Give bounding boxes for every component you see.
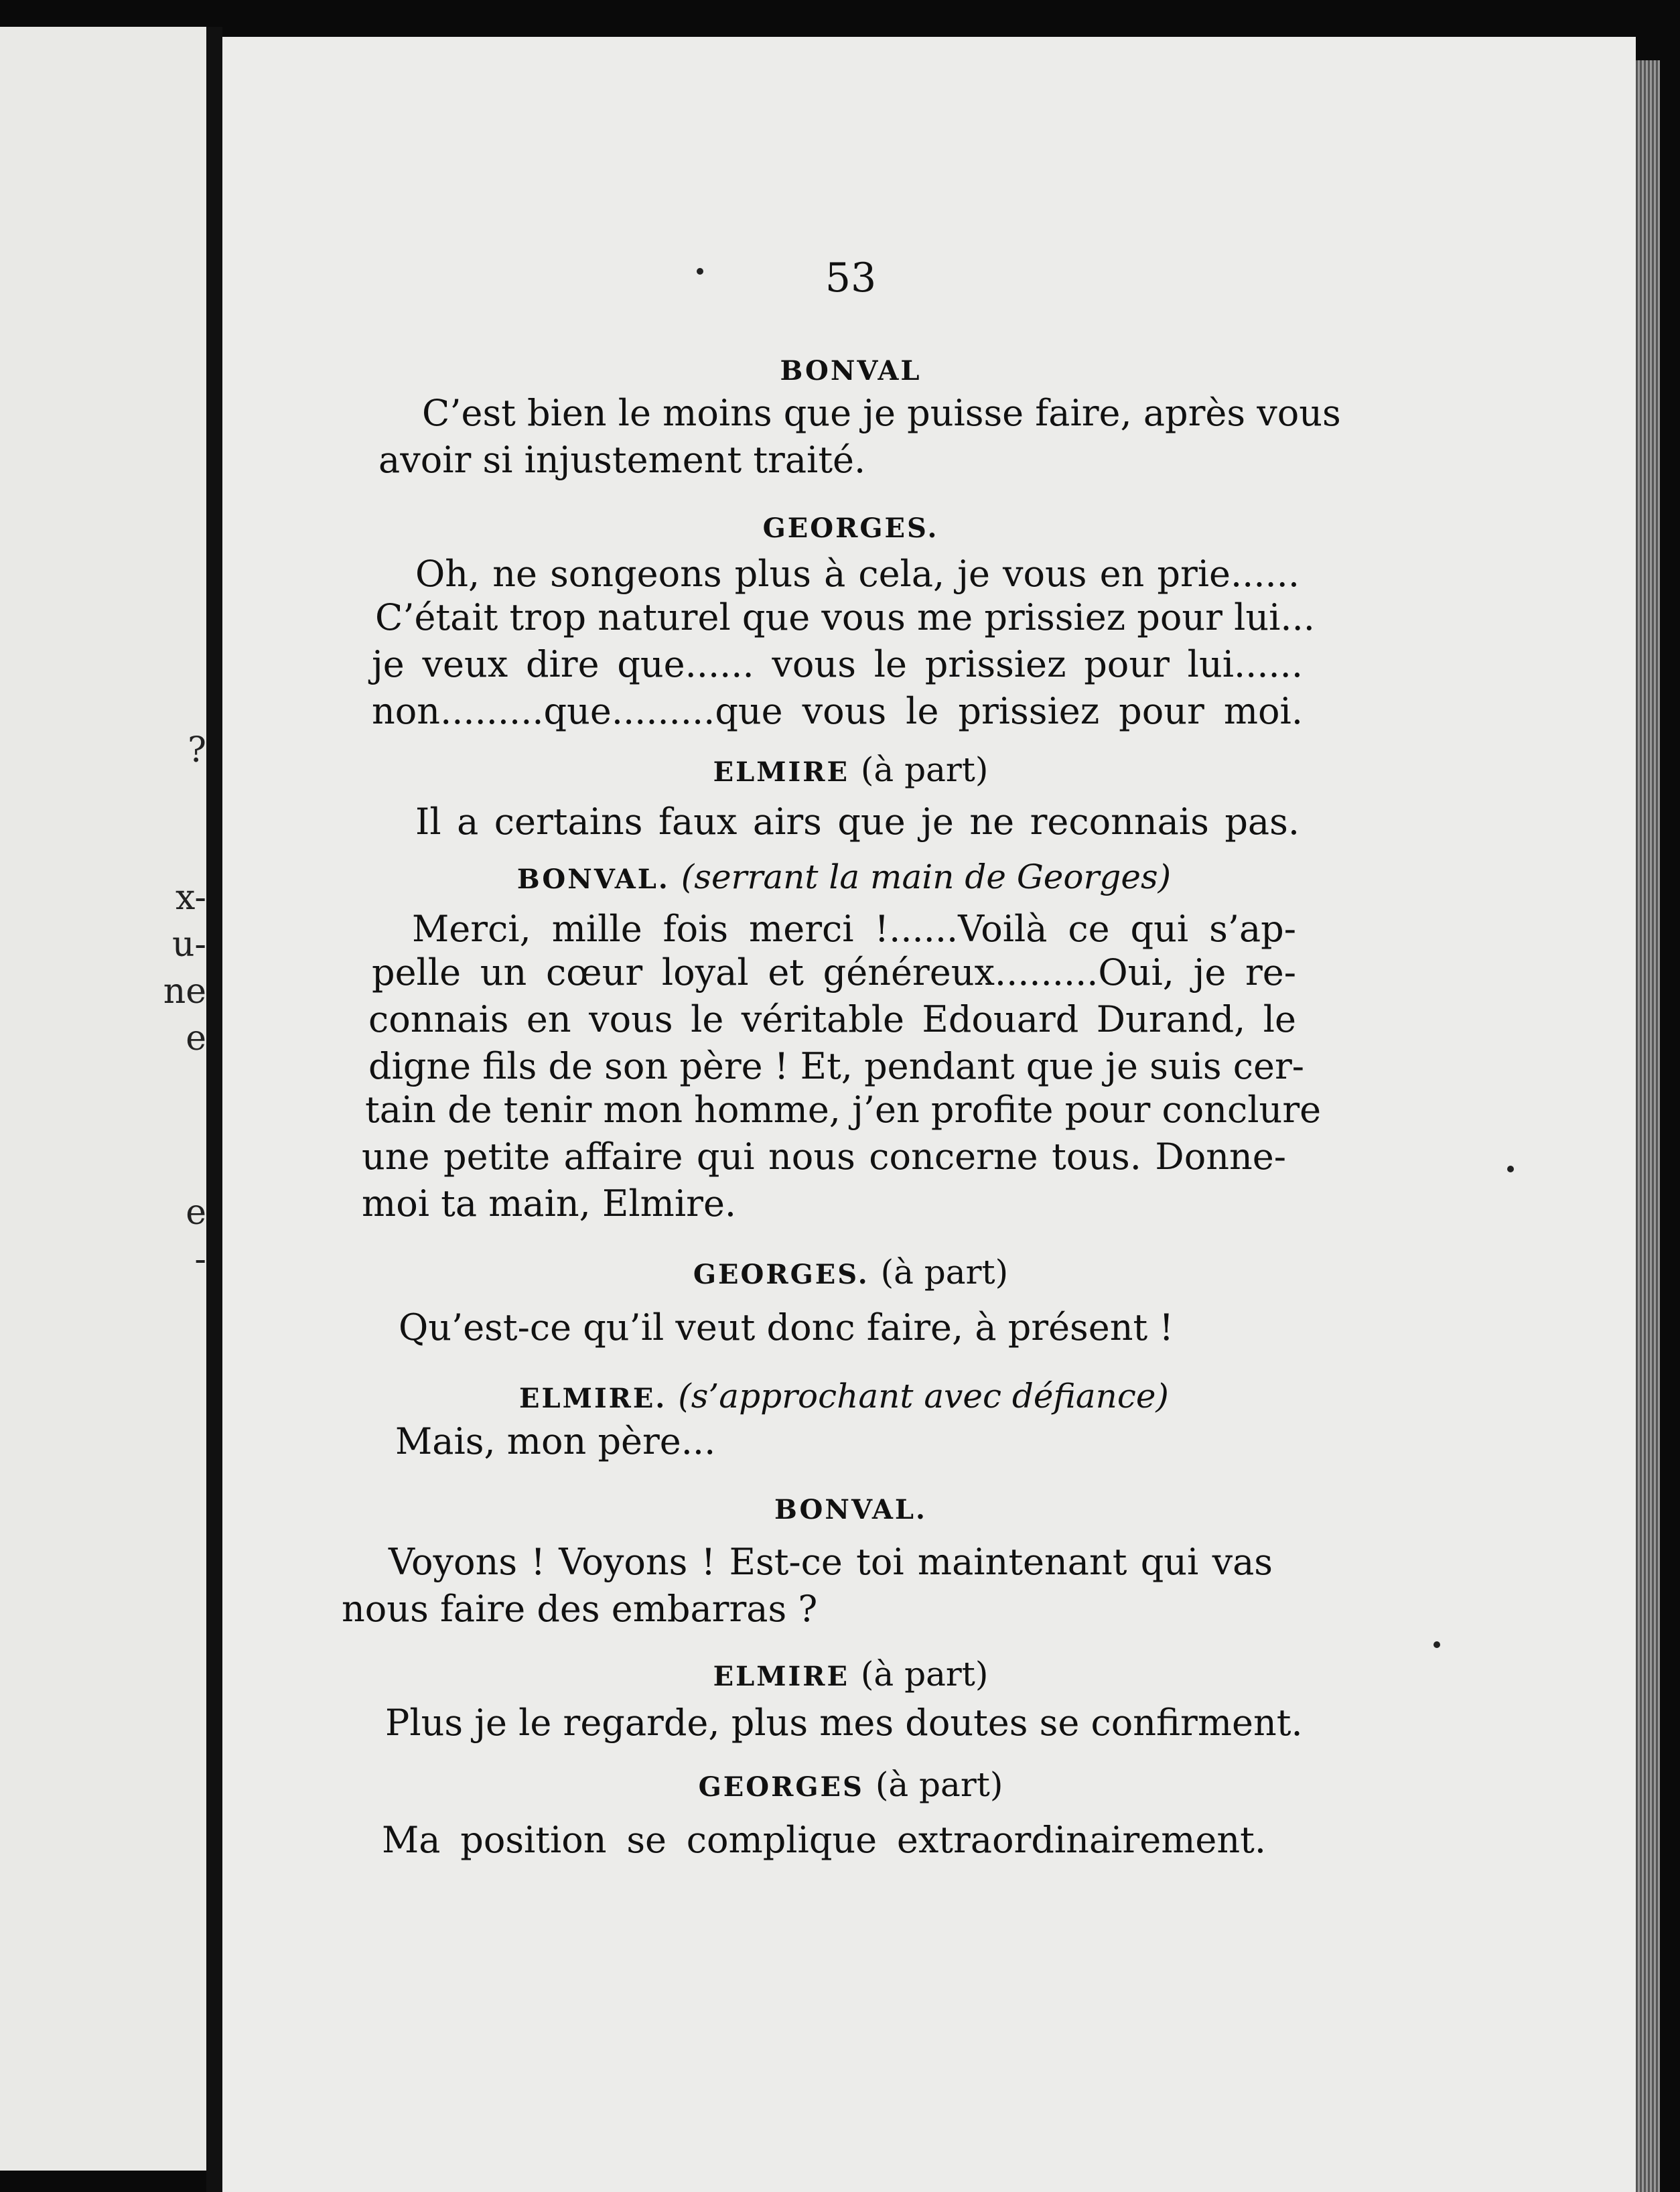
speaker-name bbox=[348, 750, 1353, 789]
speaker-name bbox=[348, 355, 1353, 387]
book-spine bbox=[206, 27, 222, 2192]
stage-direction: (serrant la main de Georges) bbox=[681, 858, 1172, 896]
margin-fragment: e bbox=[186, 1192, 206, 1233]
speaker-name bbox=[348, 1655, 1353, 1694]
dialogue-line: une petite affaire qui nous concerne tous. Donne- bbox=[362, 1136, 1286, 1178]
dialogue-line: Il a certains faux airs que je ne reconnais pas. bbox=[415, 801, 1300, 843]
previous-page bbox=[0, 27, 206, 2171]
dialogue-line: C’était trop naturel que vous me prissiez pour lui... bbox=[375, 596, 1315, 638]
ink-speck bbox=[1507, 1166, 1514, 1172]
dialogue-line: connais en vous le véritable Edouard Durand, le bbox=[368, 998, 1296, 1040]
margin-fragment: u- bbox=[171, 924, 206, 965]
dialogue-line: digne fils de son père ! Et, pendant que je suis cer- bbox=[368, 1045, 1305, 1087]
speaker-label: BONVAL. bbox=[774, 1494, 927, 1525]
dialogue-line: avoir si injustement traité. bbox=[378, 439, 866, 481]
stage-direction: (à part) bbox=[880, 1253, 1009, 1292]
dialogue-line: non.........que.........que vous le prissiez pour moi. bbox=[372, 690, 1303, 732]
stage-direction: (à part) bbox=[860, 750, 989, 789]
dialogue-line: Qu’est-ce qu’il veut donc faire, à présent ! bbox=[399, 1306, 1174, 1349]
dialogue-line: pelle un cœur loyal et généreux.........Oui, je re- bbox=[372, 951, 1296, 994]
speaker-label: ELMIRE bbox=[713, 1661, 849, 1692]
stage-direction: (à part) bbox=[875, 1765, 1003, 1804]
stage-direction: (à part) bbox=[860, 1655, 989, 1694]
dialogue-line: tain de tenir mon homme, j’en profite pour conclure bbox=[365, 1089, 1322, 1131]
speaker-label: GEORGES. bbox=[762, 512, 939, 544]
margin-fragment: ? bbox=[188, 730, 206, 770]
speaker-name bbox=[375, 1377, 1313, 1416]
margin-fragment: ne bbox=[163, 971, 206, 1012]
margin-fragment: - bbox=[194, 1239, 206, 1280]
dialogue-line: je veux dire que...... vous le prissiez pour lui...... bbox=[372, 643, 1303, 685]
speaker-label: GEORGES bbox=[698, 1771, 864, 1803]
ink-speck bbox=[1433, 1641, 1440, 1648]
speaker-name bbox=[348, 1765, 1353, 1804]
margin-fragment: e bbox=[186, 1018, 206, 1058]
dialogue-line: Voyons ! Voyons ! Est-ce toi maintenant qui vas bbox=[389, 1541, 1273, 1583]
page-edge bbox=[1636, 60, 1660, 2192]
dialogue-line: nous faire des embarras ? bbox=[342, 1588, 818, 1630]
dialogue-line: Mais, mon père... bbox=[395, 1420, 716, 1462]
speaker-name bbox=[348, 512, 1353, 544]
stage-direction: (s’approchant avec défiance) bbox=[678, 1377, 1169, 1416]
dialogue-line: moi ta main, Elmire. bbox=[362, 1182, 737, 1225]
speaker-label: ELMIRE. bbox=[519, 1383, 667, 1414]
speaker-label: GEORGES. bbox=[693, 1259, 869, 1290]
speaker-label: BONVAL bbox=[780, 355, 922, 387]
dialogue-line: C’est bien le moins que je puisse faire, après vous bbox=[422, 392, 1341, 434]
speaker-name bbox=[348, 1494, 1353, 1525]
dialogue-line: Ma position se complique extraordinairement. bbox=[382, 1819, 1266, 1861]
speaker-label: BONVAL. bbox=[516, 864, 670, 895]
ink-speck bbox=[697, 268, 703, 275]
dialogue-line: Oh, ne songeons plus à cela, je vous en prie...... bbox=[415, 553, 1300, 595]
dialogue-line: Plus je le regarde, plus mes doutes se confirment. bbox=[385, 1702, 1303, 1744]
speaker-name bbox=[348, 1253, 1353, 1292]
speaker-label: ELMIRE bbox=[713, 756, 849, 788]
page-number: 53 bbox=[825, 255, 877, 301]
margin-fragment: x- bbox=[176, 878, 206, 918]
speaker-name bbox=[375, 858, 1313, 896]
dialogue-line: Merci, mille fois merci !......Voilà ce qui s’ap- bbox=[412, 908, 1296, 950]
